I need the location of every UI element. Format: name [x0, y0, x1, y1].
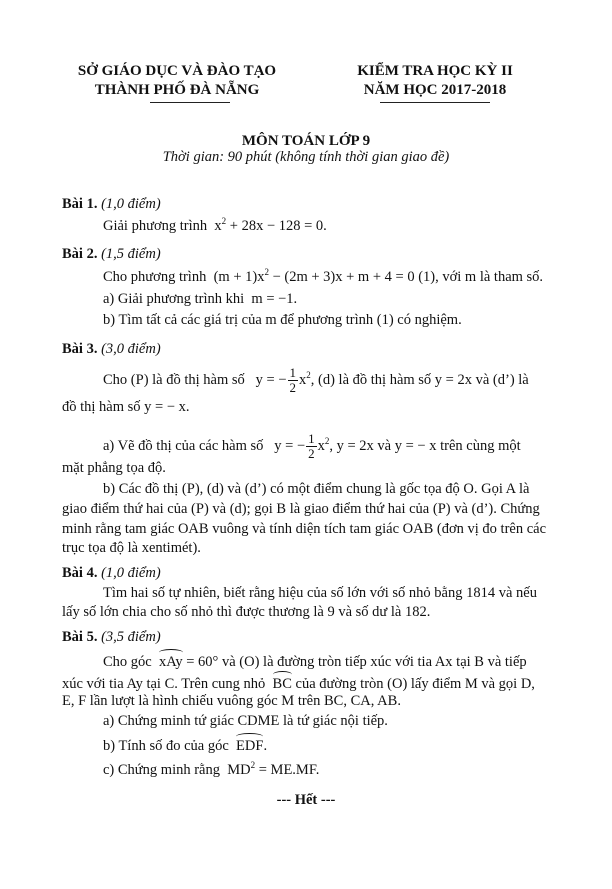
bai5-part-a: a) Chứng minh tứ giác CDME là tứ giác nội tiếp.	[103, 713, 388, 729]
fraction-one-half-2: $\frac{1}{2}$	[308, 431, 315, 461]
angle-xay: xAy	[158, 654, 183, 670]
bai2-heading	[62, 245, 161, 263]
bai1-equation: $x^2 + 28x - 128 = 0$.	[214, 216, 327, 234]
bai4-heading	[62, 564, 161, 582]
bai3-line2: đồ thị hàm số y = − x.	[62, 399, 190, 415]
bai1-text: Giải phương trình	[103, 218, 208, 234]
bai4-label: Bài 4.	[62, 565, 98, 581]
bai5-heading	[62, 628, 161, 646]
bai2-equation: $(m + 1)x^2 - (2m + 3)x + m + 4 = 0$ (1), với m là tham số.	[213, 267, 544, 285]
exam-name: KIỂM TRA HỌC KỲ II	[357, 63, 513, 79]
bai5-part-c: c) Chứng minh rằng $MD^2 = ME.MF$.	[103, 760, 320, 778]
bai2-label: Bài 2.	[62, 246, 98, 262]
subject-title: MÔN TOÁN LỚP 9	[241, 133, 371, 149]
bai2-part-a	[103, 290, 297, 308]
bai2-points: (1,5 điểm)	[101, 246, 161, 262]
bai3-part-b-l4: trục tọa độ là xentimét).	[62, 540, 201, 556]
angle-edf: EDF	[236, 738, 264, 754]
bai5-part-b: b) Tính số đo của góc EDF.	[103, 738, 268, 754]
right-header-underline	[380, 102, 490, 103]
bai2-part-b: b) Tìm tất cả các giá trị của m để phương trình (1) có nghiệm.	[103, 312, 462, 328]
bai5-line2: xúc với tia Ay tại C. Trên cung nhỏ BC của đường tròn (O) lấy điểm M và gọi D,	[62, 676, 535, 692]
bai2-intro	[103, 268, 543, 286]
bai1-question	[103, 217, 327, 235]
bai2-a-text: a) Giải phương trình khi	[103, 291, 245, 307]
department-header	[62, 62, 292, 100]
bai1-points: (1,0 điểm)	[101, 196, 161, 212]
bai1-label: Bài 1.	[62, 196, 98, 212]
bai3-heading	[62, 340, 161, 358]
arc-bc: BC	[272, 676, 292, 692]
end-marker: --- Hết ---	[276, 792, 336, 808]
time-note: Thời gian: 90 phút (không tính thời gian giao đề)	[162, 149, 450, 165]
bai3-line1: Cho (P) là đồ thị hàm số y = − $\frac{1}{2}$ $x^2$, (d) là đồ thị hàm số y = 2x và (d’) là	[103, 365, 529, 395]
department-name: SỞ GIÁO DỤC VÀ ĐÀO TẠO	[77, 63, 277, 79]
fraction-one-half: $\frac{1}{2}$	[289, 365, 297, 395]
bai3-part-a-cont: mặt phẳng tọa độ.	[62, 460, 166, 476]
bai5-line3: E, F lần lượt là hình chiếu vuông góc M trên BC, CA, AB.	[62, 693, 401, 709]
bai5-line1: Cho góc xAy = 60° và (O) là đường tròn tiếp xúc với tia Ax tại B và tiếp	[103, 654, 527, 670]
bai3-part-b-l2: giao điểm thứ hai của (P) và (d); gọi B là giao điểm thứ hai của (P) và (d’). Chứng	[62, 501, 540, 517]
left-header-underline	[150, 102, 230, 103]
bai5-label: Bài 5.	[62, 629, 98, 645]
bai3-part-b-l1: b) Các đồ thị (P), (d) và (d’) có một điểm chung là gốc tọa độ O. Gọi A là	[103, 481, 530, 497]
exam-header	[335, 62, 535, 100]
bai1-heading	[62, 195, 161, 213]
bai4-points: (1,0 điểm)	[101, 565, 161, 581]
school-year: NĂM HỌC 2017-2018	[363, 82, 507, 98]
bai5-points: (3,5 điểm)	[101, 629, 161, 645]
bai3-part-a: a) Vẽ đồ thị của các hàm số y = − $\frac{1}{2}$ $x^2$, y = 2x và y = − x trên cùng một	[103, 431, 521, 461]
bai4-line2: lấy số lớn chia cho số nhỏ thì được thương là 9 và số dư là 182.	[62, 604, 431, 620]
bai2-intro-text: Cho phương trình	[103, 269, 207, 285]
city-name: THÀNH PHỐ ĐÀ NẴNG	[94, 82, 260, 98]
bai2-a-equation: m = −1.	[251, 291, 298, 307]
bai3-label: Bài 3.	[62, 341, 98, 357]
bai3-points: (3,0 điểm)	[101, 341, 161, 357]
bai4-line1: Tìm hai số tự nhiên, biết rằng hiệu của số lớn với số nhỏ bằng 1814 và nếu	[103, 585, 537, 601]
bai3-part-b-l3: minh rằng tam giác OAB vuông và tính diện tích tam giác OAB (đơn vị đo trên các	[62, 521, 547, 537]
